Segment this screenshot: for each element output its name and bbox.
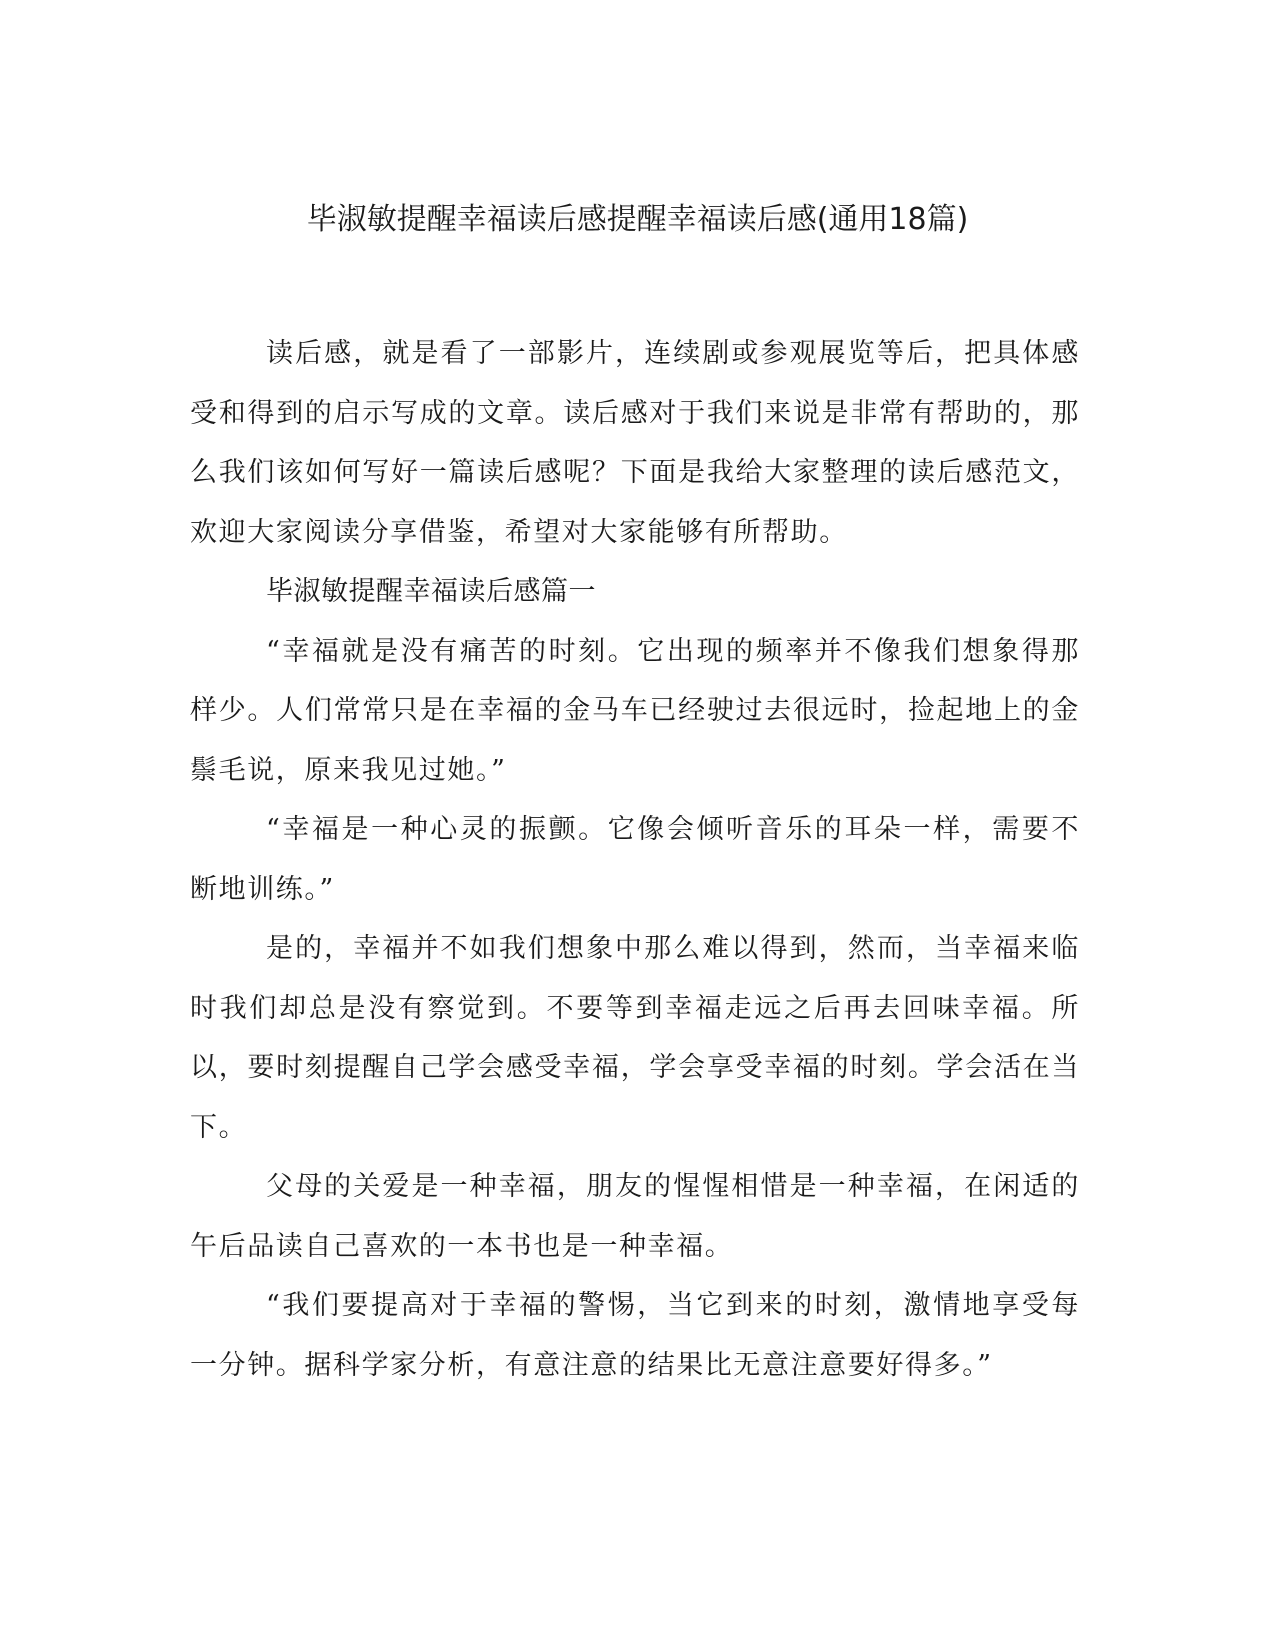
document-title: 毕淑敏提醒幸福读后感提醒幸福读后感(通用18篇) [306,202,969,237]
quote-paragraph-2: “幸福是一种心灵的振颤。它像会倾听音乐的耳朵一样，需要不断地训练。” [190,814,1080,905]
section-heading: 毕淑敏提醒幸福读后感篇一 [266,576,596,607]
intro-paragraph: 读后感，就是看了一部影片，连续剧或参观展览等后，把具体感受和得到的启示写成的文章。读后感对于我们来说是非常有帮助的，那么我们该如何写好一篇读后感呢？下面是我给大家整理的读后感范文，欢迎大家阅读分享借鉴，希望对大家能够有所帮助。 [190,338,1080,548]
body-paragraph-2: 父母的关爱是一种幸福，朋友的惺惺相惜是一种幸福，在闲适的午后品读自己喜欢的一本书也是一种幸福。 [190,1171,1080,1262]
quote-paragraph-3: “我们要提高对于幸福的警惕，当它到来的时刻，激情地享受每一分钟。据科学家分析，有意注意的结果比无意注意要好得多。” [190,1290,1080,1381]
quote-paragraph-1: “幸福就是没有痛苦的时刻。它出现的频率并不像我们想象得那样少。人们常常只是在幸福的金马车已经驶过去很远时，捡起地上的金鬃毛说，原来我见过她。” [190,635,1080,786]
document-body [190,324,1080,1395]
body-paragraph-1: 是的，幸福并不如我们想象中那么难以得到，然而，当幸福来临时我们却总是没有察觉到。不要等到幸福走远之后再去回味幸福。所以，要时刻提醒自己学会感受幸福，学会享受幸福的时刻。学会活在当下。 [190,933,1080,1143]
